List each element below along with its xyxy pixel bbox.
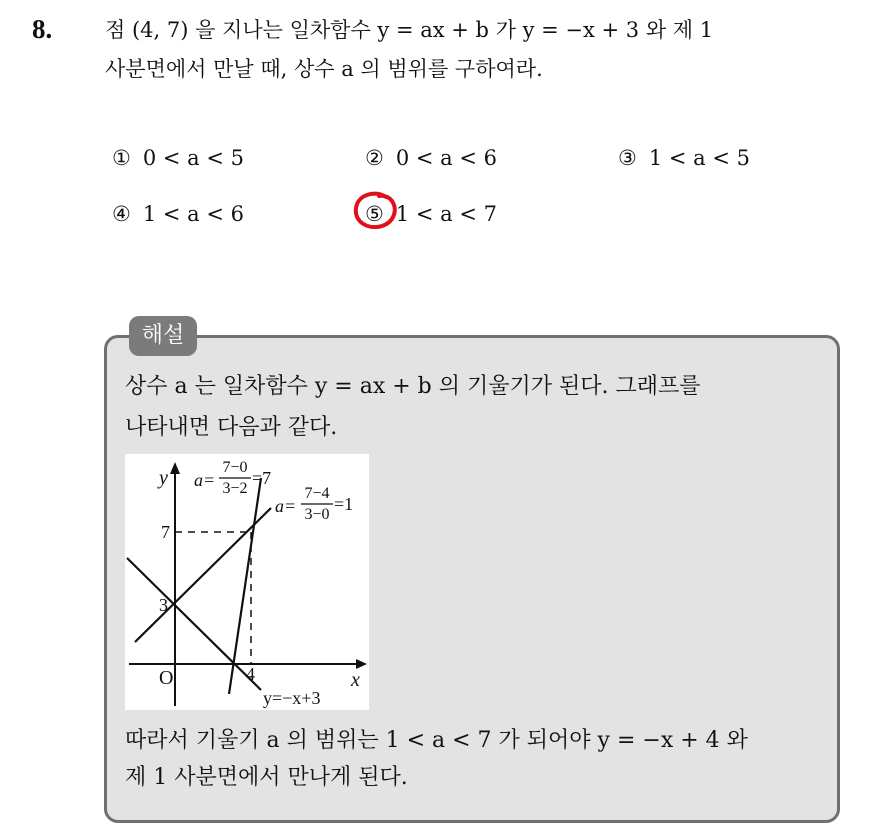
gentle-slope-numerator: 7−4 <box>304 485 330 502</box>
gentle-slope-value: =1 <box>334 494 354 514</box>
choice-4-mark: ④ <box>112 202 131 226</box>
explanation-line-2: 나타내면 다음과 같다. <box>125 415 338 440</box>
gentle-slope-denominator: 3−0 <box>304 506 330 523</box>
x-axis-label: x <box>351 669 360 691</box>
explanation-tag: 해설 <box>129 316 197 356</box>
question-number: 8. <box>32 14 53 44</box>
question-text-line-2: 사분면에서 만날 때, 상수 a 의 범위를 구하여라. <box>105 57 543 81</box>
y-tick-3: 3 <box>159 595 168 615</box>
y-tick-7: 7 <box>161 522 170 542</box>
choice-1-text: 0 < a < 5 <box>142 146 244 170</box>
origin-label: O <box>159 667 174 689</box>
x-tick-4: 4 <box>246 664 255 684</box>
choice-4-text: 1 < a < 6 <box>142 202 244 226</box>
explanation-graph <box>125 454 369 710</box>
choice-5-mark: ⑤ <box>365 202 384 226</box>
explanation-line-4: 제 1 사분면에서 만나게 된다. <box>125 765 408 790</box>
answer-circle-mark <box>352 190 402 232</box>
choice-3-mark: ③ <box>618 146 637 170</box>
steep-slope-label: a= <box>194 470 216 490</box>
choice-5-text: 1 < a < 7 <box>395 202 497 226</box>
choice-1[interactable] <box>112 144 244 172</box>
steep-slope-value: =7 <box>252 468 272 488</box>
choice-2-mark: ② <box>365 146 384 170</box>
choice-3-text: 1 < a < 5 <box>648 146 750 170</box>
explanation-line-3: 따라서 기울기 a 의 범위는 1 < a < 7 가 되어야 y = −x + 4 와 <box>125 728 748 753</box>
choice-2[interactable] <box>365 144 497 172</box>
question-text-line-1: 점 (4, 7) 을 지나는 일차함수 y = ax + b 가 y = −x + 3 와 제 1 <box>105 18 714 42</box>
choice-3[interactable] <box>618 144 750 172</box>
choice-4[interactable] <box>112 200 244 228</box>
choice-1-mark: ① <box>112 146 131 170</box>
y-axis-label: y <box>159 467 168 489</box>
explanation-line-1: 상수 a 는 일차함수 y = ax + b 의 기울기가 된다. 그래프를 <box>125 374 701 399</box>
steep-slope-numerator: 7−0 <box>222 459 248 476</box>
gentle-slope-label: a= <box>275 496 297 516</box>
choice-2-text: 0 < a < 6 <box>395 146 497 170</box>
steep-slope-denominator: 3−2 <box>222 480 248 497</box>
line-equation-label: y=−x+3 <box>263 688 321 708</box>
